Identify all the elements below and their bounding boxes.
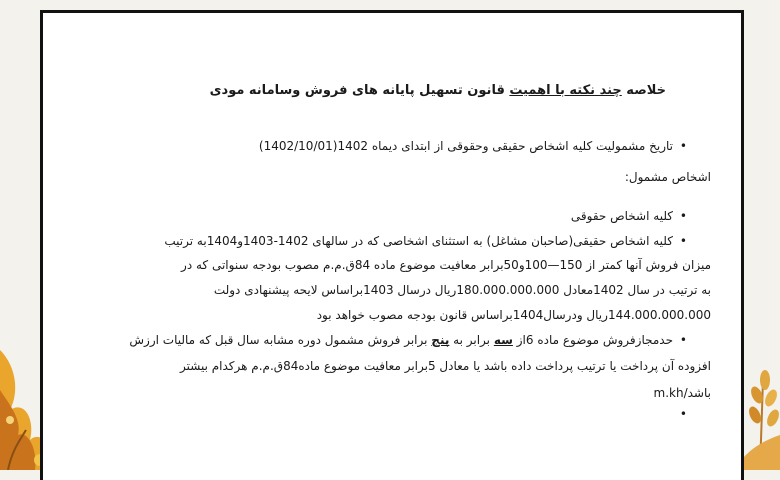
paragraph-line: میزان فروش آنها کمتر از 150—100و50برابر معافیت موضوع ماده 84ق.م.م مصوب بودجه سنواتی که در [181,258,711,272]
paragraph-line: 144.000.000.000ریال ودرسال1404براساس قانون بودجه مصوب خواهد بود [316,308,711,322]
document-body [43,13,741,480]
paragraph-line: باشد/m.kh [653,386,711,400]
title-emphasis: چند نکته با اهمیت [509,83,622,98]
list-item-natural-persons: • کلیه اشخاص حقیقی(صاحبان مشاغل) به استثنای اشخاصی که در سالهای 1402-1403و1404به ترتیب [63,234,673,248]
paragraph-line: افزوده آن پرداخت یا ترتیب پرداخت داده باشد یا معادل 5برابر معافیت موضوع ماده84ق.م.م هرکدام بیشتر [180,359,711,373]
document-title [210,83,666,98]
document-page [40,10,744,480]
title-prefix: خلاصه [621,83,666,98]
list-item-legal-entities: • کلیه اشخاص حقوقی [71,209,673,223]
paragraph-line: به ترتیب در سال 1402معادل 180.000.000.000ریال درسال 1403براساس لایحه پیشنهادی دولت [213,283,711,297]
list-item-sales-limit: • حدمجازفروش موضوع ماده 6از سه برابر به پنج برابر فروش مشمول دوره مشابه سال قبل که مالیات ارزش [63,333,673,347]
title-suffix: قانون تسهیل پایانه های فروش وسامانه مودی [209,83,510,98]
section-heading-covered-persons: اشخاص مشمول: [624,170,711,184]
list-item-effective-date: • تاریخ مشمولیت کلیه اشخاص حقیقی وحقوقی از ابتدای دیماه 1402(1402/10/01) [71,139,673,153]
